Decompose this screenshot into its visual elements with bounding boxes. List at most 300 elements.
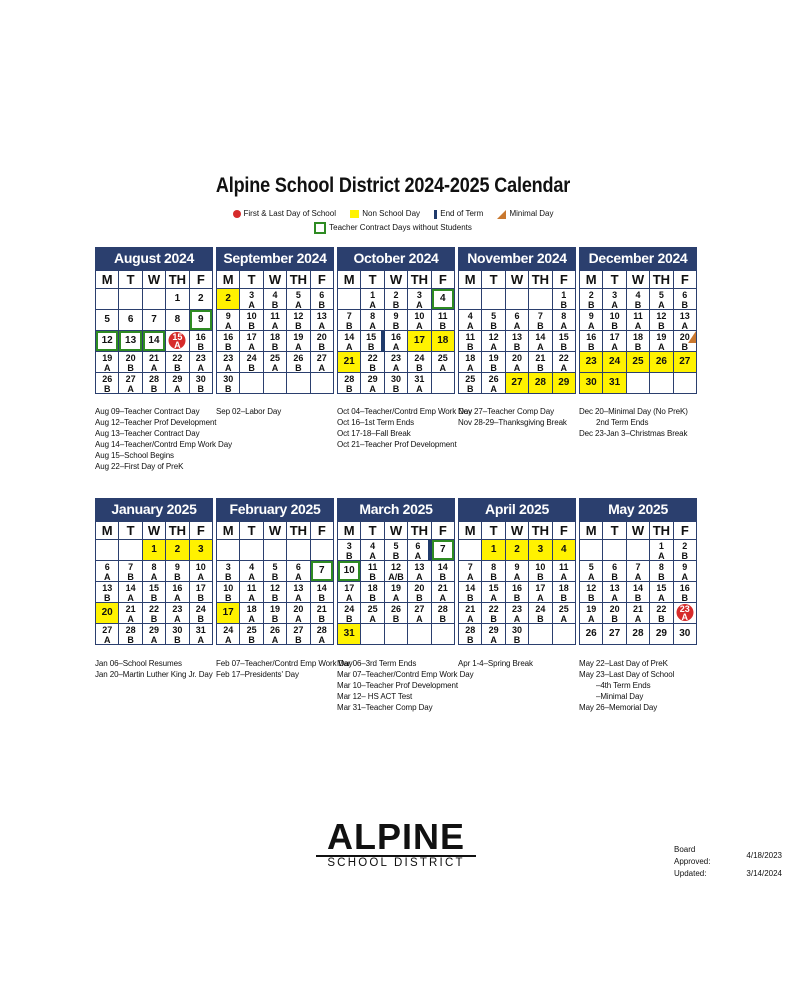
day-cell: 12 B <box>287 310 310 331</box>
day-cell: 14 B <box>311 582 334 603</box>
day-cell <box>650 373 673 394</box>
day-cell: 19 A <box>287 331 310 352</box>
day-cell: 13 A <box>287 582 310 603</box>
day-cell: 19 A <box>580 603 603 624</box>
day-cell: 29 A <box>166 373 189 394</box>
day-cell <box>240 373 263 394</box>
day-cell: 27 B <box>287 624 310 645</box>
day-cell: 20 B <box>311 331 334 352</box>
month-calendar <box>458 247 576 394</box>
board-approved-date: 4/18/2023 <box>746 851 782 860</box>
day-cell: 2 B <box>385 289 408 310</box>
day-cell <box>361 624 384 645</box>
day-cell: 1 <box>482 540 505 561</box>
day-cell: 21 A <box>432 582 455 603</box>
month-calendar <box>337 498 455 645</box>
day-cell: 14 A <box>529 331 552 352</box>
day-cell: 22 B <box>361 352 384 373</box>
day-cell: 7 B <box>119 561 142 582</box>
day-cell: 21 A <box>119 603 142 624</box>
day-cell <box>119 289 142 310</box>
day-cell: 22 B <box>143 603 166 624</box>
month-grid <box>216 521 334 645</box>
weekday-header: T <box>482 271 505 289</box>
logo-sub-text: SCHOOL DISTRICT <box>316 855 476 870</box>
day-cell: 20 B <box>119 352 142 373</box>
day-cell: 21 B <box>311 603 334 624</box>
weekday-header: F <box>674 271 697 289</box>
month-calendar <box>95 247 213 394</box>
day-cell <box>287 540 310 561</box>
day-cell: 22 B <box>650 603 673 624</box>
day-cell: 27 <box>603 624 626 645</box>
weekday-header: F <box>553 271 576 289</box>
day-cell: 8 A <box>143 561 166 582</box>
note-line: May 23–Last Day of School <box>579 670 675 679</box>
day-cell <box>674 603 697 624</box>
orange-triangle-icon <box>497 210 506 219</box>
day-cell: 5 B <box>385 540 408 561</box>
day-cell: 14 A <box>119 582 142 603</box>
day-cell: 17 A <box>603 331 626 352</box>
weekday-header: W <box>506 522 529 540</box>
note-line: Oct 21–Teacher Prof Development <box>337 440 457 449</box>
weekday-header: M <box>580 522 603 540</box>
day-cell: 16 B <box>580 331 603 352</box>
weekday-header: TH <box>166 271 189 289</box>
day-cell: 25 B <box>240 624 263 645</box>
day-cell <box>311 373 334 394</box>
day-cell: 20 A <box>287 603 310 624</box>
note-line: May 22–Last Day of PreK <box>579 659 668 668</box>
updated-date: 3/14/2024 <box>746 869 782 878</box>
note-line: Mar 12– HS ACT Test <box>337 692 413 701</box>
weekday-header: W <box>627 522 650 540</box>
day-cell: 11 B <box>361 561 384 582</box>
day-cell: 18 A <box>240 603 263 624</box>
day-cell: 14 B <box>432 561 455 582</box>
month-grid <box>95 521 213 645</box>
month-calendar <box>579 247 697 394</box>
day-cell <box>529 624 552 645</box>
day-cell: 2 <box>506 540 529 561</box>
day-cell: 10 B <box>529 561 552 582</box>
day-cell: 20 A <box>506 352 529 373</box>
month-notes <box>579 406 688 439</box>
note-line: Mar 10–Teacher Prof Development <box>337 681 458 690</box>
note-line: Aug 14–Teacher/Contrd Emp Work Day <box>95 440 232 449</box>
weekday-header: W <box>385 271 408 289</box>
weekday-header: F <box>553 522 576 540</box>
day-cell: 17 <box>408 331 431 352</box>
month-title: May 2025 <box>579 498 697 521</box>
month-calendar <box>337 247 455 394</box>
day-cell: 29 A <box>143 624 166 645</box>
day-cell <box>459 289 482 310</box>
day-cell: 4 A <box>459 310 482 331</box>
day-cell: 7 <box>143 310 166 331</box>
day-cell: 13 <box>119 331 142 352</box>
note-line: Jan 20–Martin Luther King Jr. Day <box>95 670 213 679</box>
note-line: Nov 27–Teacher Comp Day <box>458 407 554 416</box>
month-title: February 2025 <box>216 498 334 521</box>
day-cell: 19 B <box>264 603 287 624</box>
day-cell: 4 A <box>361 540 384 561</box>
day-cell: 28 B <box>432 603 455 624</box>
day-cell: 17 A <box>529 582 552 603</box>
day-cell: 15 A <box>482 582 505 603</box>
note-line: 2nd Term Ends <box>579 418 649 427</box>
day-cell: 17 <box>217 603 240 624</box>
month-notes <box>579 658 674 713</box>
day-cell: 9 <box>190 310 213 331</box>
day-cell: 14 A <box>338 331 361 352</box>
weekday-header: TH <box>529 271 552 289</box>
day-cell: 30 B <box>166 624 189 645</box>
day-cell: 7 B <box>338 310 361 331</box>
day-cell: 17 B <box>190 582 213 603</box>
day-cell: 7 <box>432 540 455 561</box>
day-cell: 12 B <box>264 582 287 603</box>
day-cell: 27 A <box>119 373 142 394</box>
weekday-header: TH <box>408 271 431 289</box>
day-cell: 10 A <box>190 561 213 582</box>
weekday-header: W <box>506 271 529 289</box>
month-grid <box>579 270 697 394</box>
day-cell: 31 <box>338 624 361 645</box>
weekday-header: M <box>580 271 603 289</box>
month-calendar <box>216 498 334 645</box>
day-cell: 10 B <box>603 310 626 331</box>
day-cell: 3 A <box>240 289 263 310</box>
month-notes <box>458 658 533 669</box>
legend-teacher-contract: Teacher Contract Days without Students <box>314 222 472 234</box>
day-cell: 11 B <box>432 310 455 331</box>
day-cell: 11 A <box>264 310 287 331</box>
day-cell: 16 A <box>166 582 189 603</box>
day-cell: 14 <box>143 331 166 352</box>
day-cell: 24 B <box>338 603 361 624</box>
day-cell: 5 <box>96 310 119 331</box>
day-cell: 8 <box>166 310 189 331</box>
day-cell: 28 A <box>311 624 334 645</box>
day-cell: 21 <box>338 352 361 373</box>
weekday-header: W <box>264 522 287 540</box>
day-cell <box>580 540 603 561</box>
day-cell: 5 B <box>482 310 505 331</box>
navy-bar-icon <box>434 210 437 219</box>
day-cell: 20 B <box>674 331 697 352</box>
day-cell <box>506 289 529 310</box>
day-cell: 12 <box>96 331 119 352</box>
board-approved-label: Board Approved: <box>674 845 711 866</box>
day-cell: 26 A <box>264 624 287 645</box>
month-calendar <box>216 247 334 394</box>
legend-minimal: Minimal Day <box>497 209 553 218</box>
day-cell: 6 A <box>408 540 431 561</box>
day-cell: 28 B <box>338 373 361 394</box>
day-cell: 9 B <box>166 561 189 582</box>
day-cell: 26 <box>650 352 673 373</box>
day-cell <box>96 289 119 310</box>
note-line: Aug 12–Teacher Prof Development <box>95 418 217 427</box>
day-cell: 3 B <box>217 561 240 582</box>
weekday-header: TH <box>650 271 673 289</box>
day-cell: 7 <box>311 561 334 582</box>
day-cell: 10 B <box>240 310 263 331</box>
weekday-header: F <box>190 522 213 540</box>
day-cell: 2 B <box>674 540 697 561</box>
day-cell: 3 A <box>408 289 431 310</box>
day-cell: 4 <box>432 289 455 310</box>
day-cell <box>408 624 431 645</box>
note-line: Nov 28-29–Thanksgiving Break <box>458 418 567 427</box>
day-cell: 6 B <box>603 561 626 582</box>
day-cell: 30 <box>580 373 603 394</box>
day-cell: 18 A <box>459 352 482 373</box>
day-cell <box>385 624 408 645</box>
weekday-header: T <box>361 271 384 289</box>
day-cell: 15 B <box>361 331 384 352</box>
note-line: Oct 04–Teacher/Contrd Emp Work Day <box>337 407 473 416</box>
day-cell: 13 A <box>408 561 431 582</box>
day-cell: 21 A <box>627 603 650 624</box>
day-cell: 5 A <box>580 561 603 582</box>
month-notes <box>95 406 232 472</box>
note-line: Mar 06–3rd Term Ends <box>337 659 417 668</box>
day-cell: 16 B <box>190 331 213 352</box>
day-cell: 11 A <box>553 561 576 582</box>
updated-label: Updated: <box>674 869 707 878</box>
logo-main-text: ALPINE <box>326 816 465 857</box>
day-cell: 5 A <box>650 289 673 310</box>
day-cell: 26 A <box>482 373 505 394</box>
day-cell: 2 <box>217 289 240 310</box>
day-cell: 28 B <box>119 624 142 645</box>
yellow-square-icon <box>350 210 359 218</box>
day-cell <box>264 373 287 394</box>
day-cell: 16 A <box>385 331 408 352</box>
day-cell: 21 A <box>143 352 166 373</box>
day-cell: 18 <box>432 331 455 352</box>
legend-end-of-term: End of Term <box>434 209 483 218</box>
weekday-header: T <box>240 271 263 289</box>
day-cell: 26 B <box>96 373 119 394</box>
day-cell: 9 A <box>506 561 529 582</box>
day-cell: 8 B <box>650 561 673 582</box>
day-cell <box>674 373 697 394</box>
day-cell: 12 B <box>580 582 603 603</box>
note-line: Aug 15–School Begins <box>95 451 174 460</box>
day-cell <box>96 540 119 561</box>
day-cell: 4 A <box>240 561 263 582</box>
weekday-header: W <box>264 271 287 289</box>
day-cell: 30 <box>674 624 697 645</box>
day-cell: 2 B <box>580 289 603 310</box>
note-line: Feb 07–Teacher/Contrd Emp Work Day <box>216 659 353 668</box>
note-line: Mar 07–Teacher/Contrd Emp Work Day <box>337 670 474 679</box>
day-cell: 28 B <box>143 373 166 394</box>
day-cell: 28 B <box>459 624 482 645</box>
day-cell: 18 B <box>553 582 576 603</box>
day-cell: 28 <box>627 624 650 645</box>
day-cell <box>553 624 576 645</box>
note-line: –4th Term Ends <box>579 681 651 690</box>
month-grid <box>579 521 697 645</box>
day-cell: 6 A <box>287 561 310 582</box>
day-cell: 9 A <box>674 561 697 582</box>
day-cell: 27 A <box>96 624 119 645</box>
day-cell: 27 <box>506 373 529 394</box>
approval-info <box>674 844 786 880</box>
day-cell: 25 A <box>553 603 576 624</box>
weekday-header: F <box>432 271 455 289</box>
day-cell <box>529 289 552 310</box>
weekday-header: T <box>482 522 505 540</box>
day-cell: 16 B <box>674 582 697 603</box>
weekday-header: W <box>143 271 166 289</box>
note-line: Oct 16–1st Term Ends <box>337 418 415 427</box>
note-line: Apr 1-4–Spring Break <box>458 659 533 668</box>
day-cell: 26 B <box>385 603 408 624</box>
day-cell: 26 B <box>287 352 310 373</box>
day-cell <box>166 331 189 352</box>
day-cell <box>240 540 263 561</box>
day-cell: 17 A <box>338 582 361 603</box>
legend-row-2 <box>0 222 786 234</box>
day-cell: 30 B <box>385 373 408 394</box>
month-notes <box>337 406 472 450</box>
note-line: Aug 09–Teacher Contract Day <box>95 407 200 416</box>
month-title: September 2024 <box>216 247 334 270</box>
day-cell: 20 B <box>603 603 626 624</box>
weekday-header: W <box>627 271 650 289</box>
day-cell: 8 A <box>553 310 576 331</box>
day-cell <box>627 373 650 394</box>
day-cell: 14 B <box>459 582 482 603</box>
day-cell <box>217 540 240 561</box>
note-line: Sep 02–Labor Day <box>216 407 282 416</box>
day-cell <box>311 540 334 561</box>
day-cell: 27 A <box>408 603 431 624</box>
day-cell: 24 <box>603 352 626 373</box>
day-cell: 21 A <box>459 603 482 624</box>
weekday-header: TH <box>529 522 552 540</box>
weekday-header: TH <box>166 522 189 540</box>
month-notes <box>216 406 281 417</box>
note-line: –Minimal Day <box>579 692 644 701</box>
weekday-header: M <box>338 522 361 540</box>
day-cell: 24 B <box>529 603 552 624</box>
day-cell: 31 A <box>408 373 431 394</box>
day-cell <box>143 289 166 310</box>
day-cell: 14 B <box>627 582 650 603</box>
day-cell: 6 B <box>674 289 697 310</box>
day-cell: 20 B <box>408 582 431 603</box>
month-grid <box>337 270 455 394</box>
day-cell: 20 <box>96 603 119 624</box>
day-cell: 11 B <box>459 331 482 352</box>
day-cell: 1 A <box>361 289 384 310</box>
day-cell: 5 B <box>264 561 287 582</box>
weekday-header: T <box>603 271 626 289</box>
month-title: November 2024 <box>458 247 576 270</box>
month-notes <box>95 658 213 680</box>
weekday-header: M <box>96 271 119 289</box>
note-line: Jan 06–School Resumes <box>95 659 182 668</box>
first-last-day-marker: 23 A <box>676 604 693 621</box>
day-cell <box>264 540 287 561</box>
day-cell: 18 B <box>627 331 650 352</box>
day-cell: 18 B <box>361 582 384 603</box>
day-cell: 27 A <box>311 352 334 373</box>
weekday-header: TH <box>408 522 431 540</box>
day-cell: 29 <box>650 624 673 645</box>
month-grid <box>458 521 576 645</box>
day-cell: 1 A <box>650 540 673 561</box>
day-cell: 19 B <box>482 352 505 373</box>
weekday-header: T <box>603 522 626 540</box>
day-cell: 1 B <box>553 289 576 310</box>
day-cell: 27 <box>674 352 697 373</box>
legend-non-school: Non School Day <box>350 209 420 218</box>
day-cell: 30 B <box>190 373 213 394</box>
day-cell: 8 A <box>361 310 384 331</box>
month-grid <box>337 521 455 645</box>
day-cell: 25 A <box>361 603 384 624</box>
month-title: March 2025 <box>337 498 455 521</box>
month-notes <box>216 658 353 680</box>
day-cell: 9 B <box>385 310 408 331</box>
day-cell: 12 B <box>650 310 673 331</box>
weekday-header: W <box>385 522 408 540</box>
note-line: Oct 17-18–Fall Break <box>337 429 411 438</box>
day-cell: 3 B <box>338 540 361 561</box>
month-title: October 2024 <box>337 247 455 270</box>
green-square-icon <box>314 222 326 234</box>
weekday-header: T <box>361 522 384 540</box>
day-cell <box>119 540 142 561</box>
day-cell: 30 B <box>506 624 529 645</box>
day-cell: 3 <box>529 540 552 561</box>
day-cell: 13 B <box>96 582 119 603</box>
day-cell: 23 A <box>166 603 189 624</box>
day-cell: 6 A <box>506 310 529 331</box>
day-cell: 25 B <box>459 373 482 394</box>
day-cell: 15 B <box>143 582 166 603</box>
alpine-logo <box>316 816 476 870</box>
day-cell: 10 B <box>217 582 240 603</box>
day-cell: 23 A <box>217 352 240 373</box>
day-cell: 24 B <box>190 603 213 624</box>
day-cell: 12 A <box>482 331 505 352</box>
day-cell: 8 B <box>482 561 505 582</box>
weekday-header: M <box>96 522 119 540</box>
day-cell: 16 B <box>217 331 240 352</box>
day-cell: 13 A <box>603 582 626 603</box>
day-cell: 10 A <box>408 310 431 331</box>
day-cell: 4 <box>553 540 576 561</box>
legend-first-last: First & Last Day of School <box>233 209 336 218</box>
day-cell: 31 A <box>190 624 213 645</box>
day-cell: 7 B <box>529 310 552 331</box>
weekday-header: T <box>240 522 263 540</box>
day-cell: 13 A <box>311 310 334 331</box>
weekday-header: TH <box>650 522 673 540</box>
day-cell <box>603 540 626 561</box>
day-cell: 4 B <box>627 289 650 310</box>
weekday-header: F <box>432 522 455 540</box>
